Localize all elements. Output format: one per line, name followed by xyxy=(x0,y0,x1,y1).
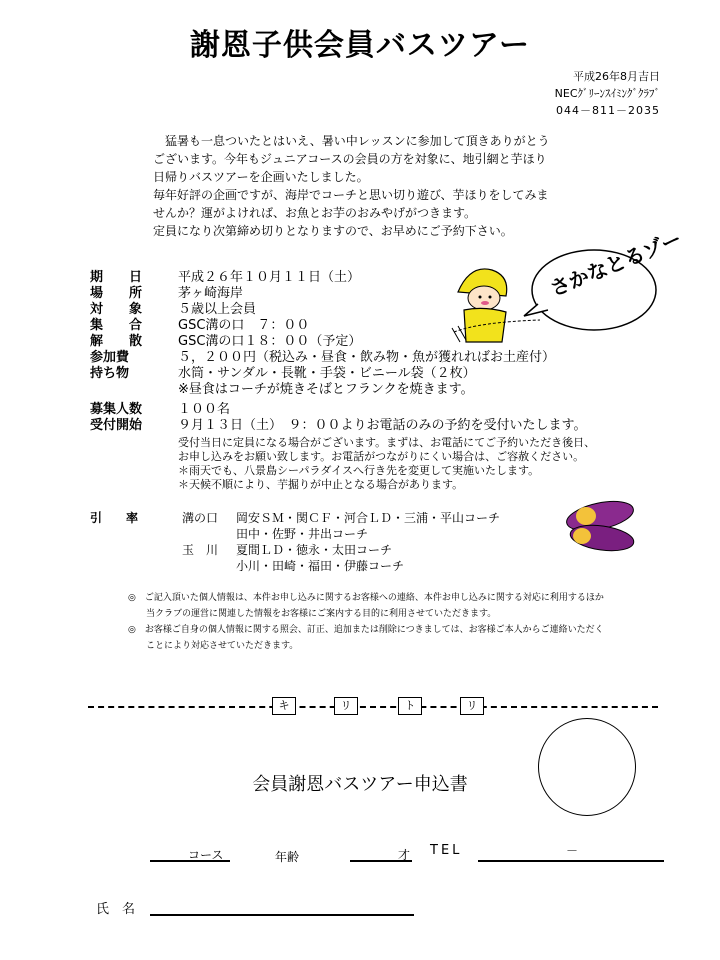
privacy-line: ◎ ご記入頂いた個人情報は、本件お申し込みに関するお客様への連絡、本件お申し込みに関する対応に利用するほか xyxy=(128,593,604,603)
tel-dash: － xyxy=(566,844,579,858)
privacy-line: ◎ お客様ご自身の個人情報に関する照会、訂正、追加または削除につきましては、お客様ご本人からご連絡いただく xyxy=(128,625,604,635)
club-name: NECｸﾞﾘｰﾝｽｲﾐﾝｸﾞｸﾗﾌﾞ xyxy=(554,87,660,100)
staff-line: 田中・佐野・井出コーチ xyxy=(236,527,369,541)
detail-row xyxy=(90,382,474,397)
detail-row xyxy=(90,366,476,381)
issue-date: 平成26年8月吉日 xyxy=(573,70,660,83)
detail-value: ※昼食はコーチが焼きそばとフランクを焼きます。 xyxy=(178,382,474,397)
detail-label: 解 散 xyxy=(90,334,143,349)
detail-row xyxy=(90,350,555,365)
detail-row xyxy=(90,418,586,433)
detail-row xyxy=(90,318,309,333)
name-label: 氏 名 xyxy=(96,902,136,917)
intro-line: 定員になり次第締め切りとなりますので、お早めにご予約下さい。 xyxy=(153,224,513,238)
detail-row xyxy=(90,270,360,285)
detail-value: １００名 xyxy=(178,402,231,417)
stamp-circle xyxy=(538,718,636,816)
note-line: 受付当日に定員になる場合がございます。まずは、お電話にてご予約いただき後日、 xyxy=(178,436,596,449)
reception-notes xyxy=(178,436,595,492)
staff-line: 岡安ＳＭ・関ＣＦ・河合ＬＤ・三浦・平山コーチ xyxy=(236,511,501,525)
detail-value: GSC溝の口 ７：００ xyxy=(178,318,310,333)
age-label: 年齢 xyxy=(275,850,300,864)
detail-value: 平成２６年１０月１１日（土） xyxy=(178,270,361,285)
detail-label: 集 合 xyxy=(90,318,143,333)
name-field[interactable] xyxy=(150,914,414,916)
detail-value: 水筒・サンダル・長靴・手袋・ビニール袋（２枚） xyxy=(178,366,476,381)
intro-line: 猛暑も一息ついたとはいえ、暑い中レッスンに参加して頂きありがとう xyxy=(153,134,550,148)
detail-value: ９月１３日（土） ９：００よりお電話のみの予約を受付いたします。 xyxy=(178,418,587,433)
tel-field[interactable] xyxy=(478,860,664,862)
detail-row xyxy=(90,286,243,301)
note-line: お申し込みをお願い致します。お電話がつながりにくい場合は、ご容赦ください。 xyxy=(178,450,585,463)
detail-label: 募集人数 xyxy=(90,402,143,417)
cut-mark: リ xyxy=(334,697,358,715)
cut-mark: キ xyxy=(272,697,296,715)
intro-line: 毎年好評の企画ですが、海岸でコーチと思い切り遊び、芋ほりをしてみま xyxy=(153,188,549,202)
detail-label: 参加費 xyxy=(90,350,130,365)
intro-text xyxy=(153,132,550,240)
form-title: 会員謝恩バスツアー申込書 xyxy=(252,774,468,795)
note-line: ＊天候不順により、芋掘りが中止となる場合があります。 xyxy=(178,478,464,491)
note-line: ＊雨天でも、八景島シーパラダイスへ行き先を変更して実施いたします。 xyxy=(178,464,540,477)
cut-mark: リ xyxy=(460,697,484,715)
detail-value: ５，２００円（税込み・昼食・飲み物・魚が獲れればお土産付） xyxy=(178,350,556,365)
privacy-line: 当クラブの運営に関連した情報をお客様にご案内する目的に利用させていただきます。 xyxy=(128,609,497,619)
page-title: 謝恩子供会員バスツアー xyxy=(189,28,531,63)
tel-label: TEL xyxy=(430,843,463,858)
sweet-potato-illustration xyxy=(560,494,640,560)
cut-line xyxy=(88,706,658,708)
detail-label: 持ち物 xyxy=(90,366,130,381)
intro-line: 日帰りバスツアーを企画いたしました。 xyxy=(153,170,369,184)
course-label: コース xyxy=(188,848,224,862)
detail-label: 対 象 xyxy=(90,302,143,317)
staff-site: 溝の口 xyxy=(182,511,219,525)
detail-label: 場 所 xyxy=(90,286,143,301)
detail-value: 茅ヶ崎海岸 xyxy=(178,286,244,301)
cut-mark: ト xyxy=(398,697,422,715)
speech-text: さかなとるゾー xyxy=(546,226,685,301)
detail-row xyxy=(90,402,230,417)
detail-value: GSC溝の口１８：００（予定） xyxy=(178,334,362,349)
staff-line: 夏間ＬＤ・徳永・太田コーチ xyxy=(236,543,393,557)
privacy-notice xyxy=(128,590,604,654)
staff-site: 玉 川 xyxy=(182,543,219,557)
detail-value: ５歳以上会員 xyxy=(178,302,257,317)
age-unit: 才 xyxy=(398,848,411,862)
detail-label: 期 日 xyxy=(90,270,143,285)
staff-label: 引 率 xyxy=(90,511,139,525)
detail-label: 受付開始 xyxy=(90,418,143,433)
detail-row xyxy=(90,334,361,349)
intro-line: ございます。今年もジュニアコースの会員の方を対象に、地引網と芋ほり xyxy=(153,152,547,166)
detail-row xyxy=(90,302,256,317)
club-phone: 044－811－2035 xyxy=(556,104,660,117)
intro-line: せんか？運がよければ、お魚とお芋のおみやげがつきます。 xyxy=(153,206,477,220)
staff-line: 小川・田崎・福田・伊藤コーチ xyxy=(236,559,405,573)
privacy-line: ことにより対応させていただきます。 xyxy=(128,641,299,651)
